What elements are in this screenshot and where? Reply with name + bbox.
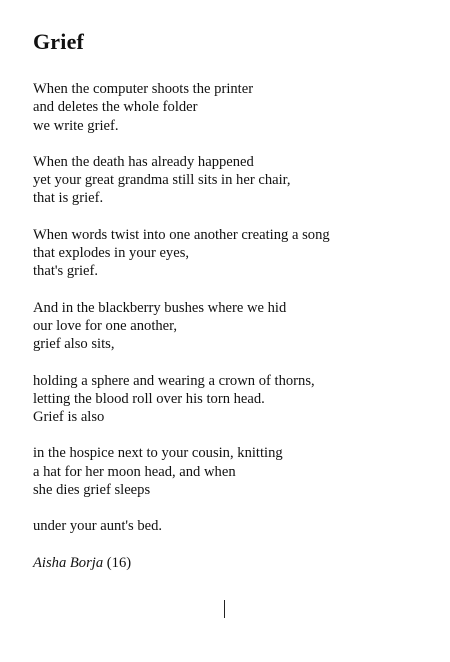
poem-line: When the death has already happened: [33, 153, 254, 170]
stanza-3: [33, 226, 433, 281]
poem-page: [33, 28, 433, 572]
poem-line: that explodes in your eyes,: [33, 245, 190, 262]
poem-line: our love for one another,: [33, 317, 178, 334]
poem-line: that is grief.: [33, 190, 104, 207]
stanza-7: [33, 517, 433, 535]
poem-line: letting the blood roll over his torn head.: [33, 390, 265, 407]
poem-line: Grief is also: [33, 409, 105, 426]
byline: [33, 554, 433, 572]
stanza-1: [33, 80, 433, 135]
poem-line: we write grief.: [33, 117, 119, 134]
poem-line: a hat for her moon head, and when: [33, 463, 236, 480]
author-age: (16): [106, 554, 132, 571]
poem-line: When words twist into one another creating a song: [33, 226, 330, 243]
poem-line: she dies grief sleeps: [33, 482, 151, 499]
poem-line: grief also sits,: [33, 336, 115, 353]
poem-line: that's grief.: [33, 263, 99, 280]
poem-line: holding a sphere and wearing a crown of thorns,: [33, 372, 315, 389]
poem-line: in the hospice next to your cousin, knitting: [33, 445, 283, 462]
poem-line: And in the blackberry bushes where we hid: [33, 299, 287, 316]
poem-line: and deletes the whole folder: [33, 99, 198, 116]
stanza-2: [33, 153, 433, 208]
poem-line: under your aunt's bed.: [33, 518, 163, 535]
poem-title: Grief: [33, 29, 85, 54]
text-cursor: [224, 600, 225, 618]
stanza-4: [33, 299, 433, 354]
stanza-6: [33, 444, 433, 499]
poem-line: yet your great grandma still sits in her chair,: [33, 172, 291, 189]
stanza-5: [33, 372, 433, 427]
author-name: Aisha Borja: [33, 554, 104, 571]
poem-line: When the computer shoots the printer: [33, 81, 254, 97]
